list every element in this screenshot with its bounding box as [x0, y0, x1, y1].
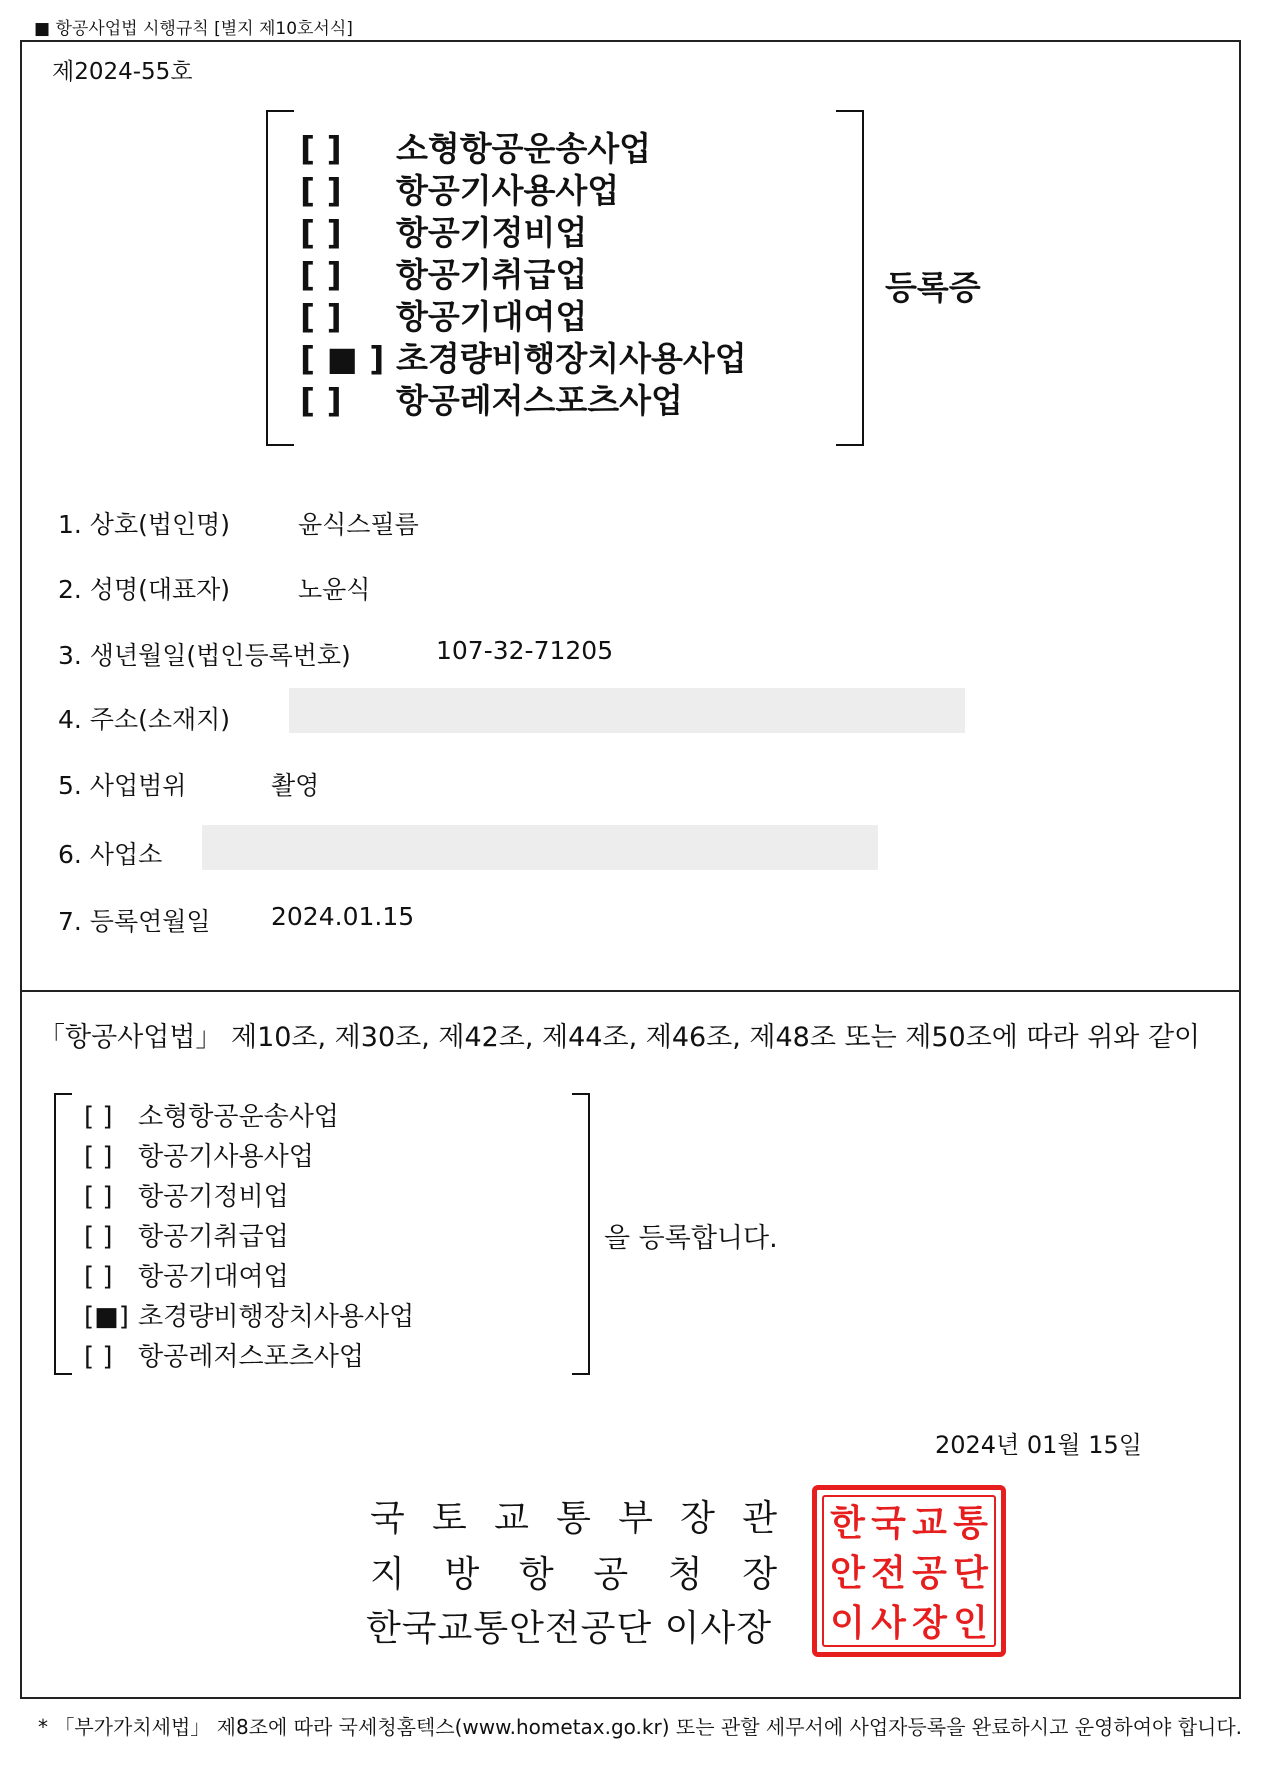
- signatory-regional-office: 지 방 항 공 청 장: [370, 1554, 778, 1595]
- field-label-company-name: 1. 상호(법인명): [58, 510, 231, 539]
- register-option: [84, 1137, 414, 1177]
- field-value-registration-number: 107-32-71205: [436, 636, 614, 665]
- left-bracket: [54, 1093, 72, 1375]
- field-label-business-office: 6. 사업소: [58, 840, 163, 869]
- option-label: 항공기정비업: [138, 1182, 289, 1212]
- title-option: [300, 212, 747, 254]
- registration-declaration: 을 등록합니다.: [604, 1223, 778, 1254]
- business-type-title-box: [266, 110, 864, 444]
- seal-characters: 한 국 교 통 안 전 공 단 이 사 장 인: [830, 1502, 988, 1644]
- title-option: [300, 128, 747, 170]
- checkbox-mark: [ ]: [84, 1262, 113, 1292]
- option-label: 항공기대여업: [138, 1262, 289, 1292]
- checkbox-mark: [ ]: [300, 129, 342, 168]
- field-label-representative: 2. 성명(대표자): [58, 575, 231, 604]
- field-value-registration-date: 2024.01.15: [271, 902, 415, 931]
- legal-statement: 「항공사업법」 제10조, 제30조, 제42조, 제44조, 제46조, 제48조 또는 제50조에 따라 위와 같이: [38, 1022, 1201, 1053]
- option-label: 항공레저스포츠사업: [396, 381, 683, 420]
- checkbox-mark: [ ]: [84, 1342, 113, 1372]
- field-value-company-name: 윤식스필름: [298, 510, 419, 539]
- checkbox-mark: [ ]: [300, 381, 342, 420]
- redacted-address: [289, 688, 965, 733]
- certificate-title: 등록증: [885, 268, 981, 307]
- option-label: 항공기취급업: [138, 1222, 289, 1252]
- checkbox-mark: [ ]: [84, 1222, 113, 1252]
- field-value-representative: 노윤식: [298, 575, 371, 604]
- official-seal-stamp: [812, 1485, 1006, 1657]
- left-bracket: [266, 110, 294, 446]
- option-label: 소형항공운송사업: [138, 1102, 339, 1132]
- option-label: 초경량비행장치사용사업: [138, 1302, 415, 1332]
- title-option: [300, 380, 747, 422]
- checkbox-mark: [ ]: [84, 1182, 113, 1212]
- option-label: 항공기사용사업: [396, 171, 620, 210]
- option-label: 항공기대여업: [396, 297, 588, 336]
- checkbox-mark: [ ]: [300, 171, 342, 210]
- business-type-register-box: [54, 1093, 590, 1373]
- checkbox-mark: [ ]: [84, 1142, 113, 1172]
- right-bracket: [572, 1093, 590, 1375]
- issue-date: 2024년 01월 15일: [935, 1431, 1142, 1459]
- checkbox-mark: [ ]: [300, 213, 342, 252]
- option-label: 소형항공운송사업: [396, 129, 652, 168]
- option-label: 항공기정비업: [396, 213, 588, 252]
- document-number: 제2024-55호: [52, 59, 193, 85]
- checkbox-mark: [ ]: [300, 297, 342, 336]
- title-option: [300, 254, 747, 296]
- title-option-selected: [300, 338, 747, 380]
- checkbox-mark: [ ]: [84, 1102, 113, 1132]
- checkbox-mark: [■]: [84, 1302, 129, 1332]
- signatory-minister: 국 토 교 통 부 장 관: [370, 1498, 778, 1539]
- register-option: [84, 1217, 414, 1257]
- redacted-business-office: [202, 825, 878, 870]
- title-option: [300, 296, 747, 338]
- signatory-kotsa-chairman: 한국교통안전공단 이사장: [366, 1608, 772, 1649]
- option-label: 항공기사용사업: [138, 1142, 314, 1172]
- register-option: [84, 1257, 414, 1297]
- form-reference-label: ■ 항공사업법 시행규칙 [별지 제10호서식]: [34, 19, 353, 39]
- checkbox-mark: [ ■ ]: [300, 339, 385, 378]
- title-option: [300, 170, 747, 212]
- field-label-registration-date: 7. 등록연월일: [58, 907, 211, 936]
- option-label: 항공레저스포츠사업: [138, 1342, 365, 1372]
- right-bracket: [836, 110, 864, 446]
- register-option: [84, 1097, 414, 1137]
- option-label: 항공기취급업: [396, 255, 588, 294]
- field-value-business-scope: 촬영: [271, 771, 320, 800]
- section-divider: [20, 990, 1241, 992]
- option-label: 초경량비행장치사용사업: [396, 339, 747, 378]
- field-label-registration-number: 3. 생년월일(법인등록번호): [58, 641, 351, 670]
- field-label-business-scope: 5. 사업범위: [58, 771, 187, 800]
- register-option: [84, 1337, 414, 1377]
- register-option: [84, 1177, 414, 1217]
- field-label-address: 4. 주소(소재지): [58, 705, 231, 734]
- footnote: * 「부가가치세법」 제8조에 따라 국세청홈텍스(www.hometax.go.kr) 또는 관할 세무서에 사업자등록을 완료하시고 운영하여야 합니다.: [38, 1715, 1243, 1739]
- checkbox-mark: [ ]: [300, 255, 342, 294]
- register-option-selected: [84, 1297, 414, 1337]
